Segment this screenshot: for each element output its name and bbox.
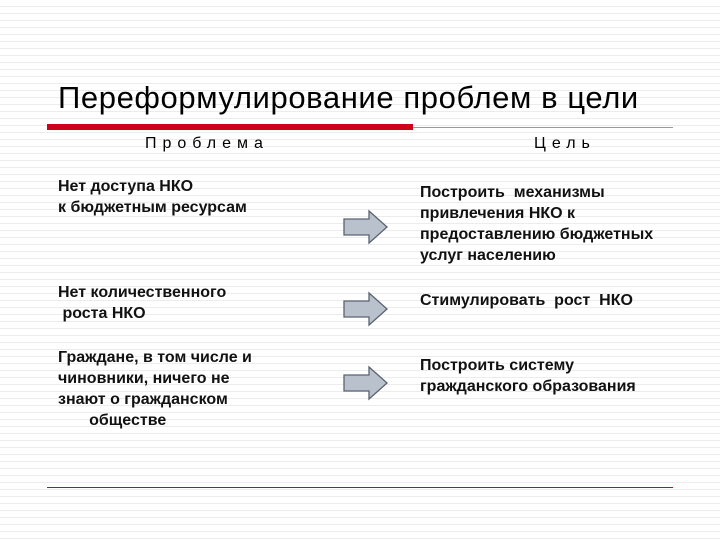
goal-cell-2: Стимулировать рост НКО [420, 292, 633, 309]
arrow-right-icon [343, 365, 388, 401]
arrow-right-icon [343, 209, 388, 245]
slide-title: Переформулирование проблем в цели [58, 80, 639, 115]
bottom-divider [47, 487, 673, 488]
problem-cell-3: Граждане, в том числе и чиновники, ничего не знают о гражданском обществе [58, 349, 252, 429]
column-header-problem: Проблема [145, 135, 269, 152]
title-underline-accent [47, 124, 413, 130]
problem-cell-1: Нет доступа НКО к бюджетным ресурсам [58, 178, 247, 216]
goal-cell-1: Построить механизмы привлечения НКО к предоставлению бюджетных услуг населению [420, 184, 654, 264]
problem-cell-2: Нет количественного роста НКО [58, 284, 227, 322]
title-underline-divider [413, 127, 673, 128]
goal-cell-3: Построить систему гражданского образования [420, 357, 636, 395]
column-header-goal: Цель [534, 135, 596, 152]
arrow-right-icon [343, 291, 388, 327]
